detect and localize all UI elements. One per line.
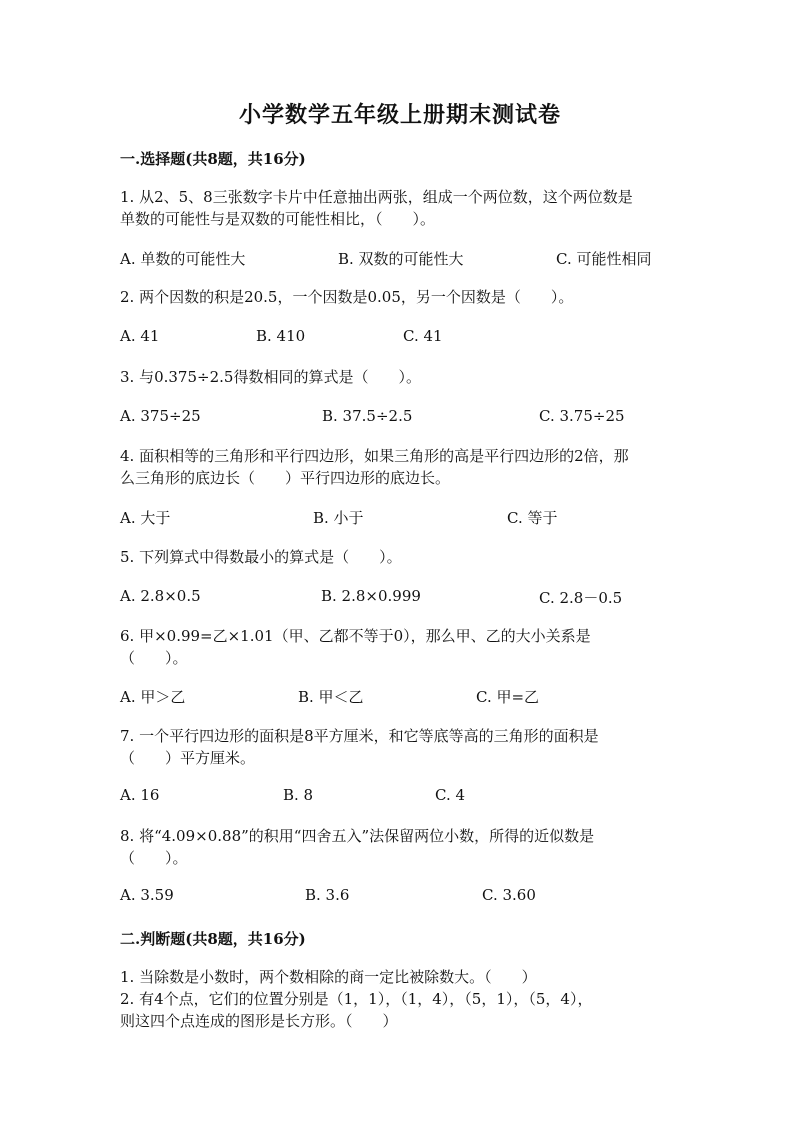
option-b: B. 双数的可能性大 xyxy=(338,250,464,268)
option-a: A. 16 xyxy=(120,786,160,804)
question-4 xyxy=(120,445,685,489)
option-a: A. 375÷25 xyxy=(120,407,201,425)
option-c: C. 甲=乙 xyxy=(476,688,540,706)
options-6 xyxy=(120,686,720,708)
question-line: 4. 面积相等的三角形和平行四边形，如果三角形的高是平行四边形的2倍，那 xyxy=(120,447,629,465)
question-line: （ ）平方厘米。 xyxy=(120,749,256,767)
options-2 xyxy=(120,327,720,349)
question-line: 6. 甲×0.99=乙×1.01（甲、乙都不等于0），那么甲、乙的大小关系是 xyxy=(120,627,591,645)
question-6 xyxy=(120,625,685,669)
question-line: 1. 从2、5、8三张数字卡片中任意抽出两张，组成一个两位数，这个两位数是 xyxy=(120,188,633,206)
option-c: C. 2.8－0.5 xyxy=(539,589,623,607)
section-heading-judgment: 二.判断题(共8题，共16分) xyxy=(120,930,306,948)
question-8 xyxy=(120,825,685,869)
option-b: B. 8 xyxy=(283,786,314,804)
judgment-2 xyxy=(120,988,685,1032)
option-a: A. 甲＞乙 xyxy=(120,688,186,706)
question-7 xyxy=(120,725,685,769)
option-c: C. 41 xyxy=(403,327,443,345)
question-line: 2. 有4个点，它们的位置分别是（1，1），（1，4），（5，1），（5，4）， xyxy=(120,990,593,1008)
question-5 xyxy=(120,546,685,568)
question-line: 么三角形的底边长（ ）平行四边形的底边长。 xyxy=(120,469,451,487)
option-b: B. 410 xyxy=(256,327,306,345)
option-a: A. 2.8×0.5 xyxy=(120,587,201,605)
options-1 xyxy=(120,248,720,270)
options-3 xyxy=(120,407,720,429)
judgment-1 xyxy=(120,966,685,988)
option-c: C. 4 xyxy=(435,786,466,804)
option-a: A. 3.59 xyxy=(120,886,174,904)
option-b: B. 小于 xyxy=(313,509,364,527)
question-line: 5. 下列算式中得数最小的算式是（ ）。 xyxy=(120,548,402,566)
question-1 xyxy=(120,186,685,230)
question-line: （ ）。 xyxy=(120,649,188,667)
question-line: （ ）。 xyxy=(120,849,188,867)
option-c: C. 3.75÷25 xyxy=(539,407,625,425)
options-5 xyxy=(120,587,720,609)
option-c: C. 等于 xyxy=(507,509,558,527)
question-line: 8. 将“4.09×0.88”的积用“四舍五入”法保留两位小数，所得的近似数是 xyxy=(120,827,595,845)
option-a: A. 单数的可能性大 xyxy=(120,250,246,268)
option-a: A. 大于 xyxy=(120,509,171,527)
option-a: A. 41 xyxy=(120,327,160,345)
question-line: 单数的可能性与是双数的可能性相比，（ ）。 xyxy=(120,210,436,228)
option-c: C. 3.60 xyxy=(482,886,536,904)
options-7 xyxy=(120,786,720,808)
option-b: B. 3.6 xyxy=(305,886,350,904)
question-3 xyxy=(120,366,685,388)
option-b: B. 37.5÷2.5 xyxy=(322,407,413,425)
options-4 xyxy=(120,507,720,529)
question-line: 则这四个点连成的图形是长方形。（ ） xyxy=(120,1012,398,1030)
option-b: B. 2.8×0.999 xyxy=(321,587,421,605)
section-heading-choice: 一.选择题(共8题，共16分) xyxy=(120,150,306,168)
question-2 xyxy=(120,286,685,308)
option-b: B. 甲＜乙 xyxy=(298,688,364,706)
option-c: C. 可能性相同 xyxy=(556,250,652,268)
options-8 xyxy=(120,886,720,908)
question-line: 7. 一个平行四边形的面积是8平方厘米，和它等底等高的三角形的面积是 xyxy=(120,727,599,745)
question-line: 1. 当除数是小数时，两个数相除的商一定比被除数大。（ ） xyxy=(120,968,537,986)
question-line: 3. 与0.375÷2.5得数相同的算式是（ ）。 xyxy=(120,368,421,386)
page-title: 小学数学五年级上册期末测试卷 xyxy=(238,102,561,128)
question-line: 2. 两个因数的积是20.5，一个因数是0.05，另一个因数是（ ）。 xyxy=(120,288,574,306)
